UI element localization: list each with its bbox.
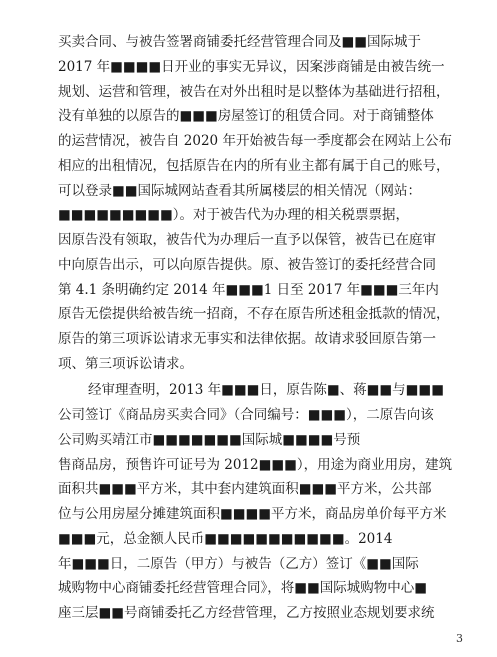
text-line: 第 4.1 条明确约定 2014 年■■■1 日至 2017 年■■■三年内 bbox=[58, 282, 439, 298]
paragraph-first-line: 经审理查明，2013 年■■■日，原告陈■、蒋■■与■■■ bbox=[88, 382, 444, 398]
text-line: 中向原告出示，可以向原告提供。原、被告签订的委托经营合同 bbox=[58, 257, 436, 273]
text-line: 没有单独的以原告的■■■房屋签订的租赁合同。对于商铺整体 bbox=[58, 108, 434, 124]
text-line: 座三层■■号商铺委托乙方经营管理，乙方按照业态规划要求统 bbox=[58, 605, 435, 621]
text-line: 原告无偿提供给被告统一招商，不存在原告所述租金抵款的情况， bbox=[58, 306, 450, 322]
text-line: 项、第三项诉讼请求。 bbox=[58, 356, 193, 372]
text-line: 年■■■日，二原告（甲方）与被告（乙方）签订《■■国际 bbox=[58, 556, 419, 572]
text-line: 相应的出租情况，包括原告在内的所有业主都有属于自己的账号， bbox=[58, 158, 450, 174]
text-line: 的运营情况，被告自 2020 年开始被告每一季度都会在网站上公布 bbox=[58, 133, 452, 149]
text-line: 买卖合同、与被告签署商铺委托经营管理合同及■■国际城于 bbox=[58, 34, 422, 50]
text-line: 城购物中心商铺委托经营管理合同》，将■■国际城购物中心■ bbox=[58, 580, 428, 596]
text-line: 位与公用房屋分摊建筑面积■■■■平方米，商品房单价每平方米 bbox=[58, 506, 447, 522]
text-line: 售商品房，预售许可证号为 2012■■■），用途为商业用房，建筑 bbox=[58, 457, 453, 473]
text-line: 因原告没有领取，被告代为办理后一直予以保管，被告已在庭审 bbox=[58, 232, 436, 248]
text-line: 公司签订《商品房买卖合同》（合同编号：■■■），二原告向该 bbox=[58, 407, 434, 423]
text-line: ■■■■■■■■■）。对于被告代为办理的相关税票票据， bbox=[58, 207, 410, 223]
text-line: ■■■元，总金额人民币■■■■■■■■■■■。2014 bbox=[58, 531, 393, 547]
text-line: 2017 年■■■■日开业的事实无异议，因案涉商铺是由被告统一 bbox=[58, 59, 445, 75]
text-line: 规划、运营和管理，被告在对外出租时是以整体为基础进行招租， bbox=[58, 84, 450, 100]
page-number: 3 bbox=[456, 632, 463, 645]
text-line: 面积共■■■平方米，其中套内建筑面积■■■平方米，公共部 bbox=[58, 481, 432, 497]
text-line: 可以登录■■国际城网站查看其所属楼层的相关情况（网站： bbox=[58, 183, 422, 199]
text-line: 原告的第三项诉讼请求无事实和法律依据。故请求驳回原告第一 bbox=[58, 331, 436, 347]
text-line: 公司购买靖江市■■■■■■■国际城■■■■号预 bbox=[58, 432, 361, 448]
